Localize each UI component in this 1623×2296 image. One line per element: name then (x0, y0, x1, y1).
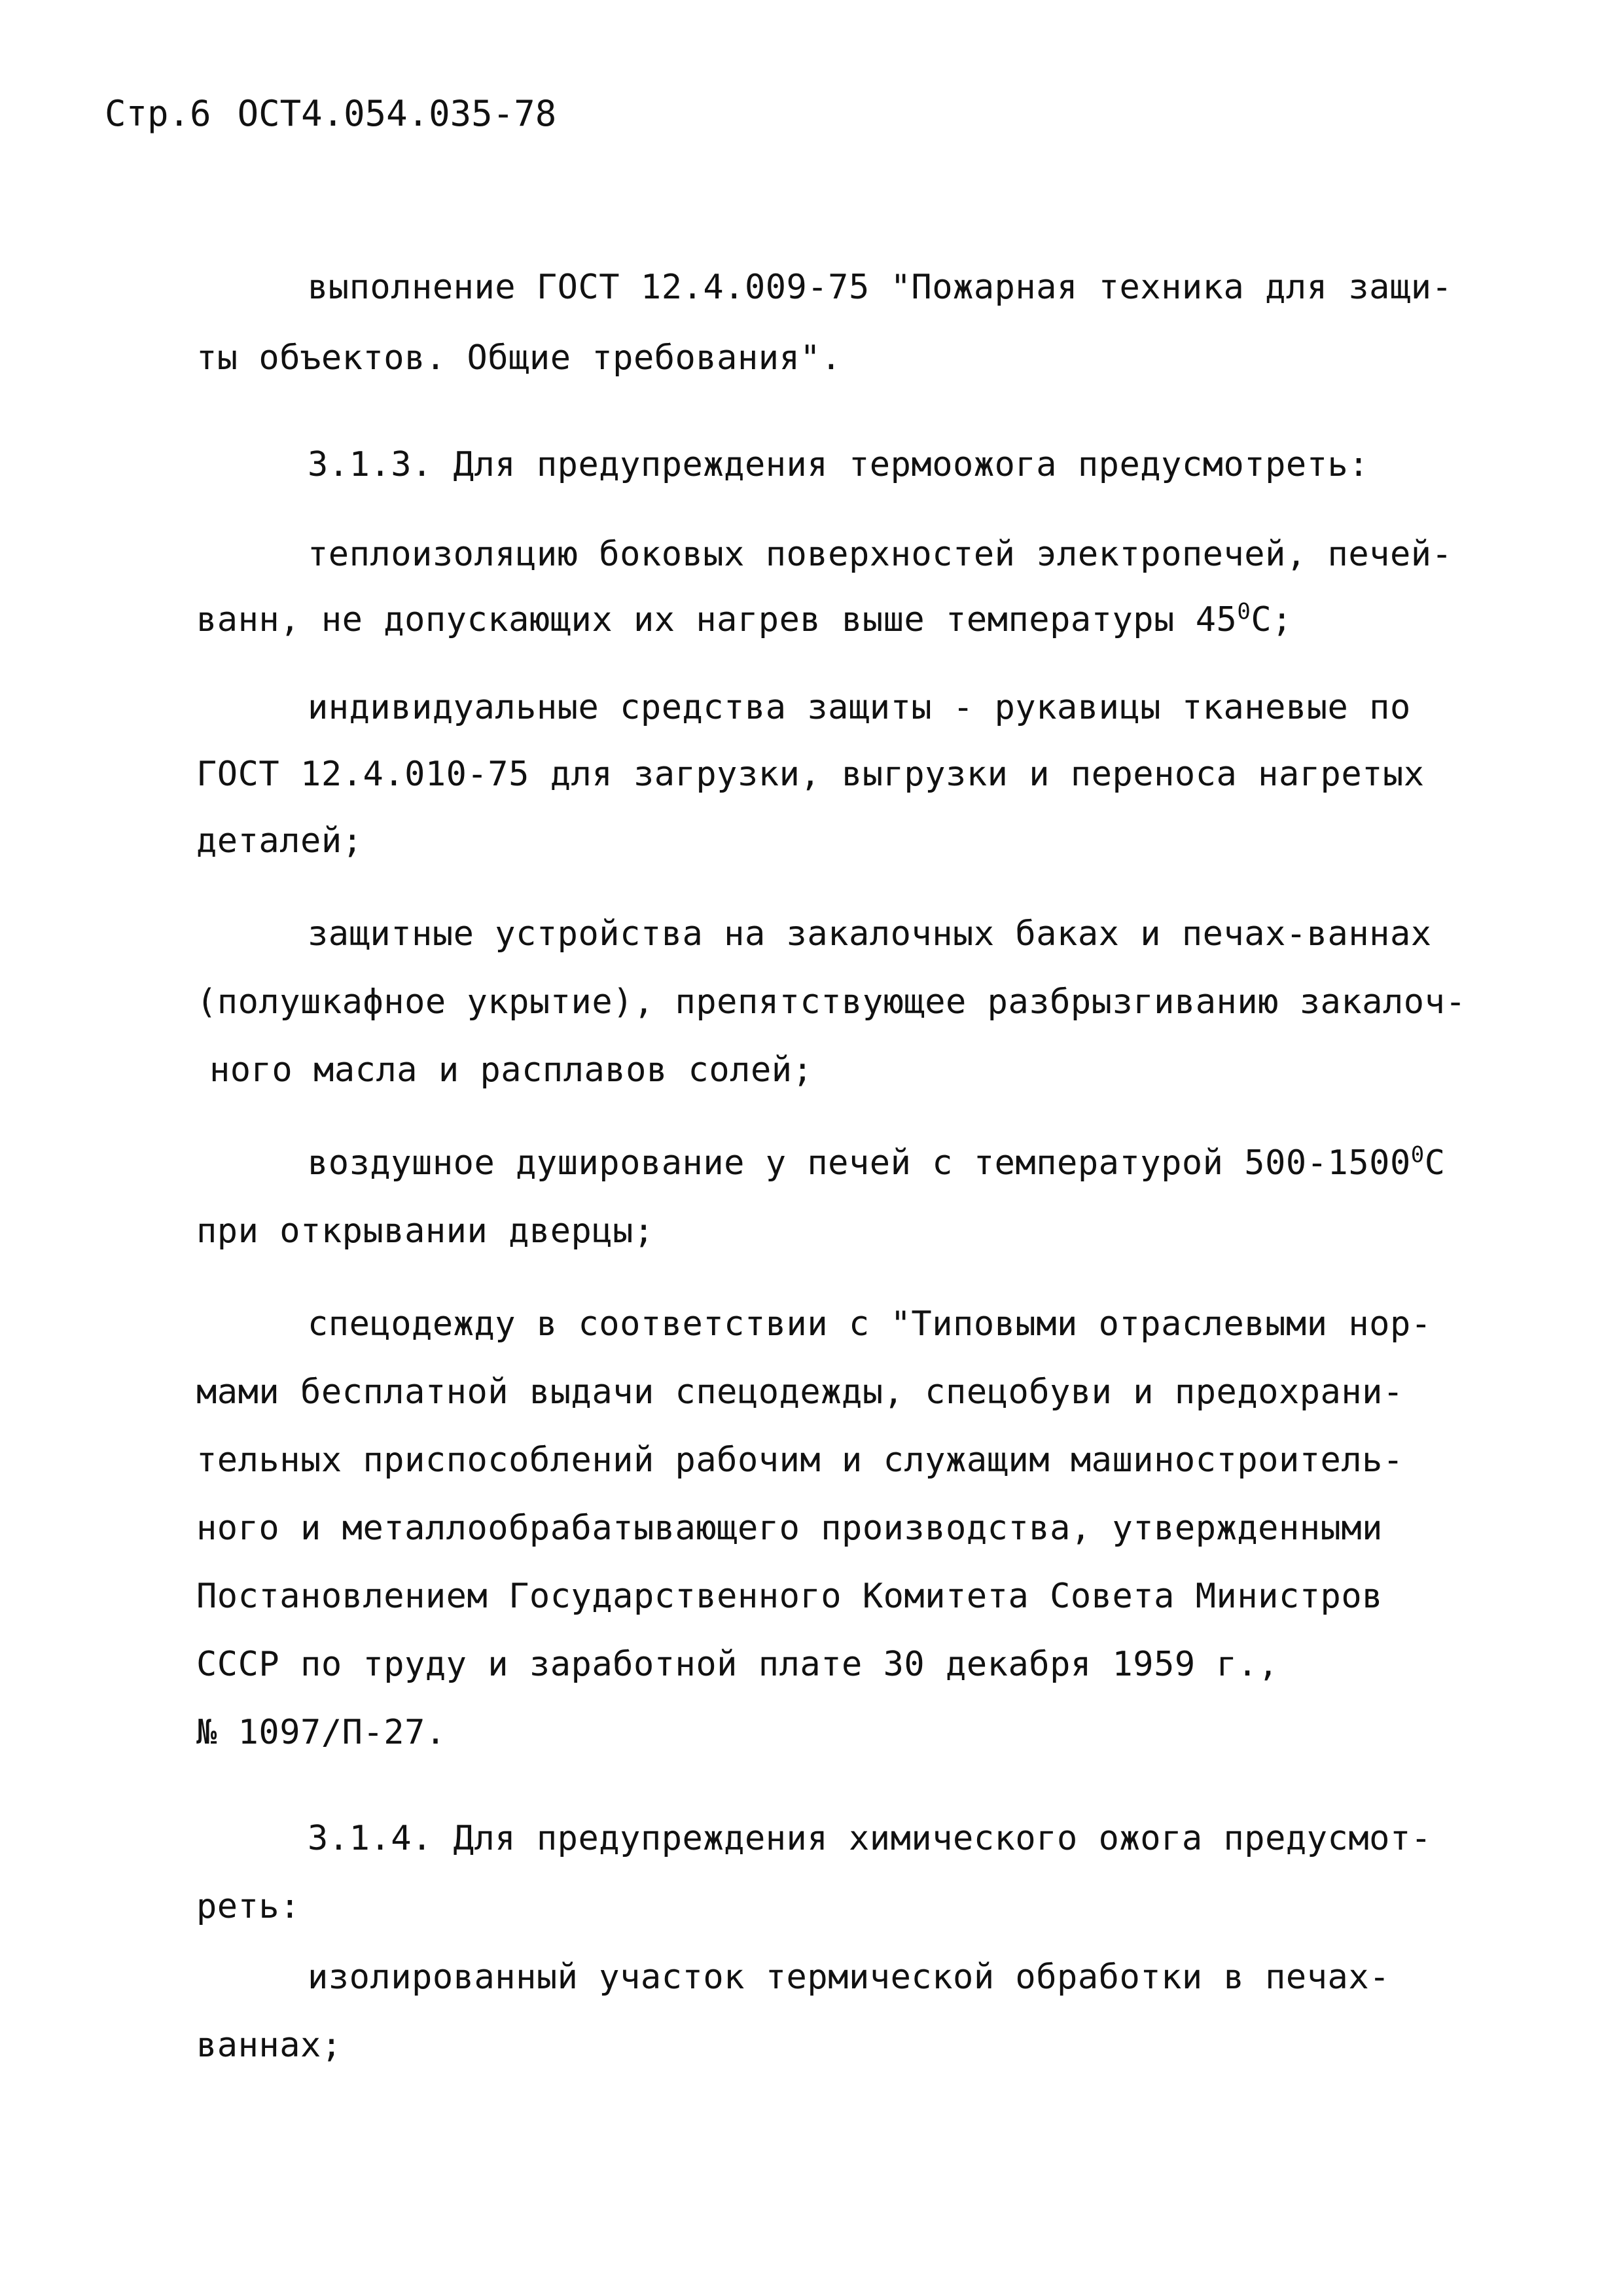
page-number: Стр.6 (105, 93, 211, 134)
text-line: спецодежду в соответствии с "Типовыми отраслевыми нор- (308, 1304, 1432, 1344)
text-line: ГОСТ 12.4.010-75 для загрузки, выгрузки и переноса нагретых (196, 755, 1425, 794)
text-line: выполнение ГОСТ 12.4.009-75 "Пожарная техника для защи- (308, 268, 1453, 307)
text-line: изолированный участок термической обработки в печах- (308, 1958, 1390, 1997)
text-line: № 1097/П-27. (196, 1713, 446, 1752)
text-line: ного масла и расплавов солей; (209, 1050, 813, 1090)
text-line: реть: (196, 1887, 301, 1926)
text-line: при открывании дверцы; (196, 1211, 654, 1251)
section-heading-3-1-3: 3.1.3. Для предупреждения термоожога предусмотреть: (308, 445, 1370, 484)
section-heading-3-1-4: 3.1.4. Для предупреждения химического ожога предусмот- (308, 1819, 1432, 1858)
text-line: воздушное душирование у печей с температурой 500-1500$^0$С (308, 1141, 1446, 1183)
text-line: (полушкафное укрытие), препятствующее разбрызгиванию закалоч- (196, 982, 1467, 1022)
text-line: мами бесплатной выдачи спецодежды, спецобуви и предохрани- (196, 1372, 1404, 1412)
text-line: Постановлением Государственного Комитета Совета Министров (196, 1577, 1383, 1616)
text-line: ного и металлообрабатывающего производства, утвержденными (196, 1509, 1383, 1548)
page-header (105, 90, 556, 137)
text-line: деталей; (196, 821, 363, 861)
degree-mark: 0 (1410, 1141, 1425, 1168)
document-code: ОСТ4.054.035-78 (237, 93, 557, 134)
text-line: тельных приспособлений рабочим и служащим машиностроитель- (196, 1441, 1404, 1480)
text-line: ваннах; (196, 2026, 342, 2065)
text-line: индивидуальные средства защиты - рукавицы тканевые по (308, 688, 1411, 727)
degree-mark: 0 (1237, 598, 1251, 625)
text-line: СССР по труду и заработной плате 30 декабря 1959 г., (196, 1645, 1279, 1684)
text-line: защитные устройства на закалочных баках и печах-ваннах (308, 914, 1432, 954)
text-line: ты объектов. Общие требования". (196, 338, 842, 378)
text-line: теплоизоляцию боковых поверхностей электропечей, печей- (308, 535, 1453, 574)
text-line: ванн, не допускающих их нагрев выше температуры $45^0С$; (196, 598, 1293, 639)
